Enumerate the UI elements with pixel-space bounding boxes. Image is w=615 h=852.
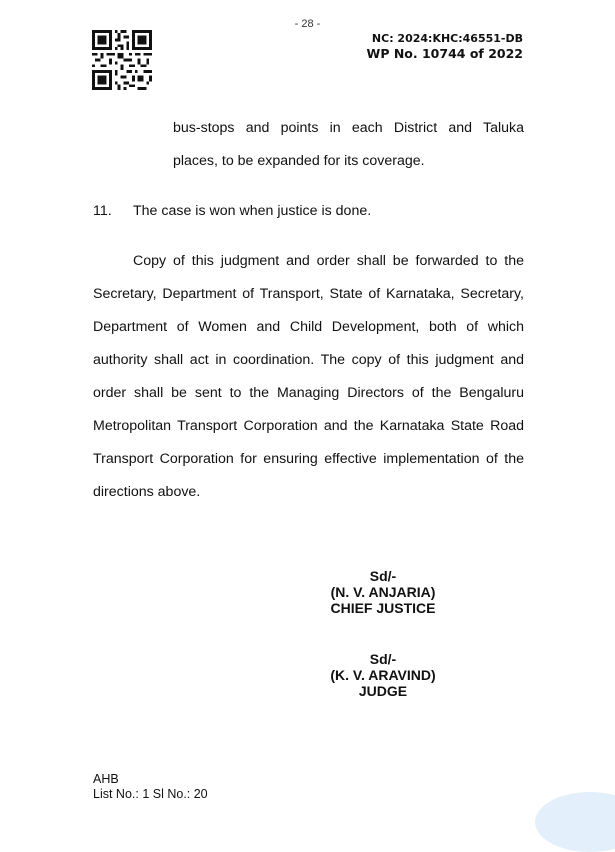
signatory-name: (N. V. ANJARIA)	[330, 584, 436, 600]
paragraph-line: Metropolitan Transport Corporation and the Karnataka State Road	[93, 418, 524, 434]
signatory-title: CHIEF JUSTICE	[330, 600, 436, 616]
paragraph-line: Copy of this judgment and order shall be forwarded to the	[133, 253, 524, 269]
neutral-citation: NC: 2024:KHC:46551-DB	[371, 32, 523, 45]
case-reference	[367, 32, 523, 62]
footer-initials: AHB	[93, 772, 119, 786]
point-number: 11.	[93, 203, 112, 219]
continuation-line: places, to be expanded for its coverage.	[173, 153, 425, 169]
paragraph-line: Department of Women and Child Development, both of which	[93, 319, 524, 335]
signatory-name: (K. V. ARAVIND)	[330, 667, 436, 683]
paragraph-line: order shall be sent to the Managing Directors of the Bengaluru	[93, 385, 524, 401]
footer	[93, 772, 208, 802]
paragraph-line: directions above.	[93, 484, 201, 500]
page-number: - 28 -	[294, 18, 321, 30]
signature-block-chief-justice	[300, 568, 466, 616]
paragraph-line: Secretary, Department of Transport, State of Karnataka, Secretary,	[93, 286, 524, 302]
paragraph-line: Transport Corporation for ensuring effective implementation of the	[93, 451, 524, 467]
continuation-line: bus-stops and points in each District and Taluka	[173, 120, 524, 136]
corner-overlay	[535, 792, 615, 852]
point-text: The case is won when justice is done.	[133, 203, 372, 219]
signatory-title: JUDGE	[358, 683, 408, 699]
case-number: WP No. 10744 of 2022	[366, 46, 523, 61]
signature-block-judge	[300, 651, 466, 699]
footer-list-number: List No.: 1 Sl No.: 20	[93, 787, 208, 801]
qr-code	[92, 30, 152, 90]
paragraph-line: authority shall act in coordination. The copy of this judgment and	[93, 352, 524, 368]
signature-mark: Sd/-	[369, 568, 397, 584]
signature-mark: Sd/-	[369, 651, 397, 667]
